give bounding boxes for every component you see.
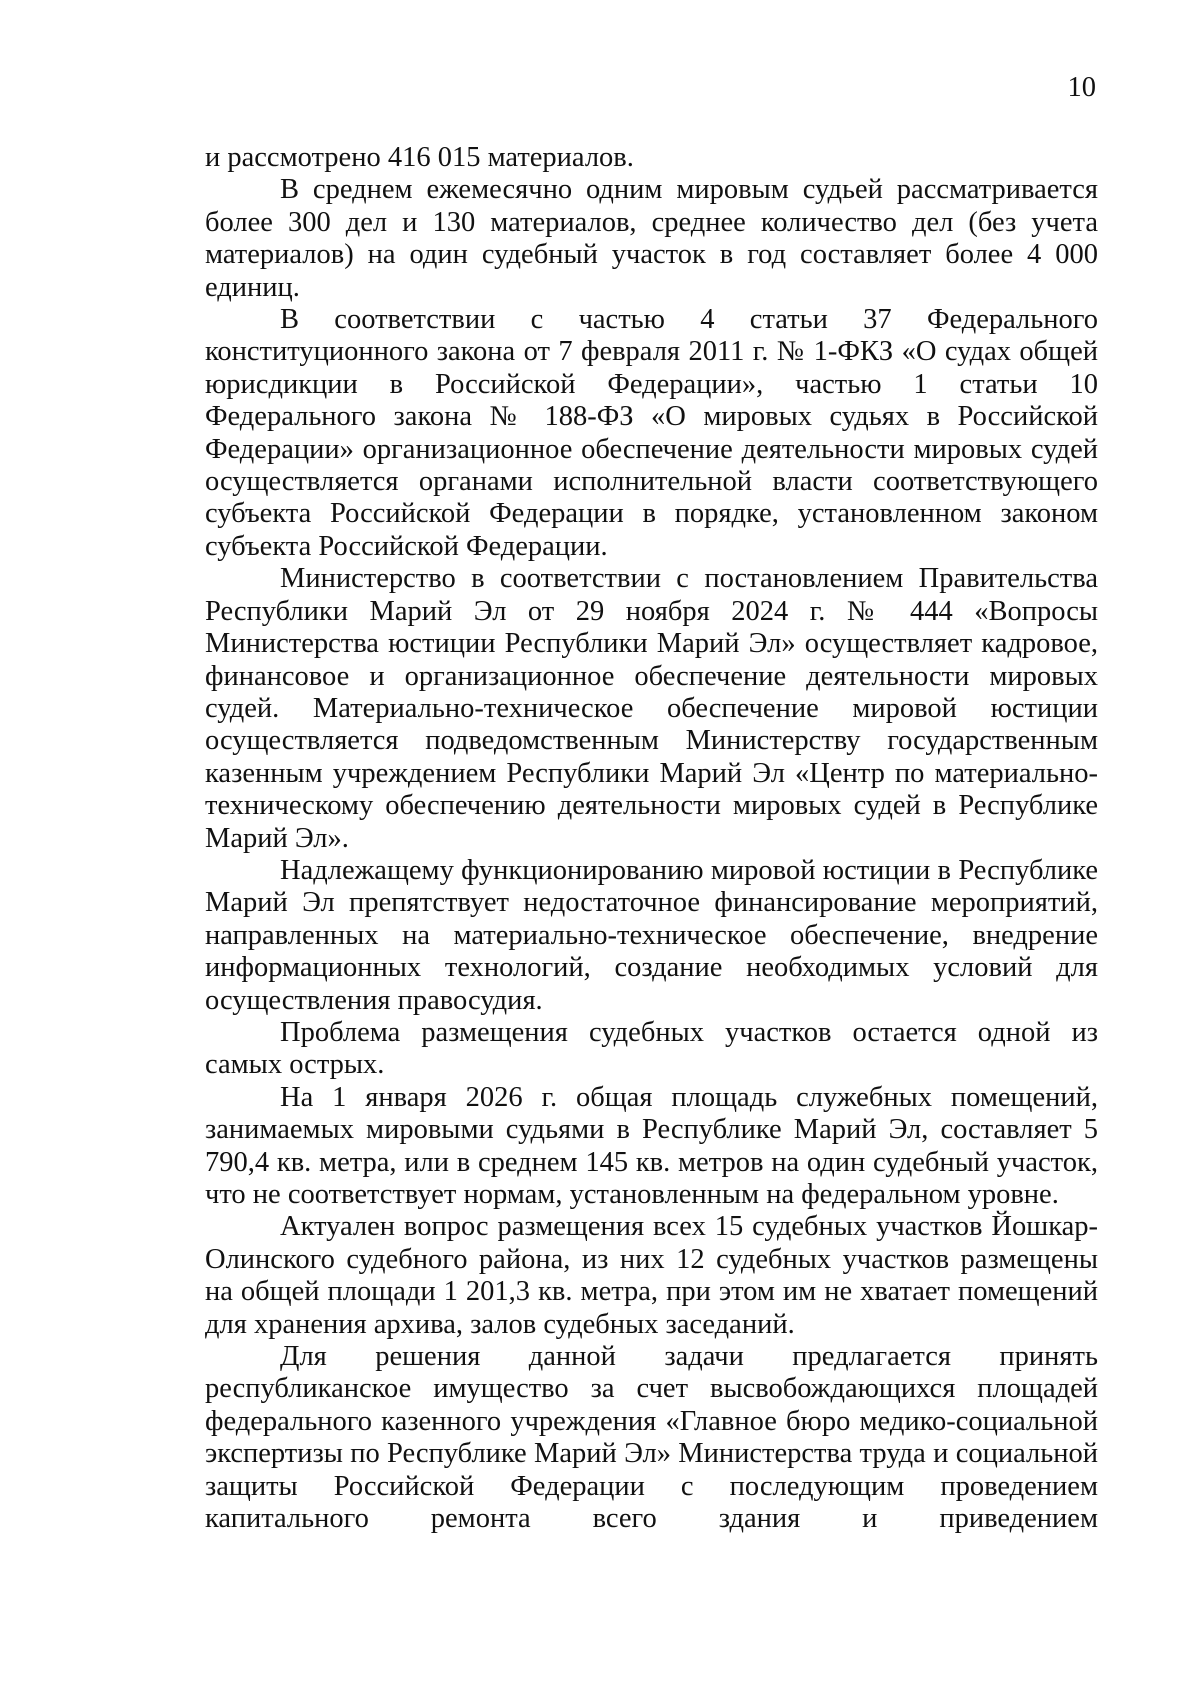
paragraph-placement-problem: Проблема размещения судебных участков остается одной из самых острых.	[205, 1016, 1098, 1081]
paragraph-funding-problem: Надлежащему функционированию мировой юстиции в Республике Марий Эл препятствует недостаточное финансирование мероприятий, направленных на материально-техническое обеспечение, внедрение информационных технологий, создание необходимых условий для осуществления правосудия.	[205, 854, 1098, 1016]
paragraph-legal-basis: В соответствии с частью 4 статьи 37 Федерального конституционного закона от 7 февраля 2011 г. № 1-ФКЗ «О судах общей юрисдикции в Российской Федерации», частью 1 статьи 10 Федерального закона № 188-ФЗ «О мировых судьях в Российской Федерации» организационное обеспечение деятельности мировых судей осуществляется органами исполнительной власти соответствующего субъекта Российской Федерации в порядке, установленном законом субъекта Российской Федерации.	[205, 304, 1098, 562]
paragraph-proposed-solution: Для решения данной задачи предлагается принять республиканское имущество за счет высвобождающихся площадей федерального казенного учреждения «Главное бюро медико-социальной экспертизы по Республике Марий Эл» Министерства труда и социальной защиты Российской Федерации с последующим проведением капитального ремонта всего здания и приведением	[205, 1341, 1098, 1535]
page-number: 10	[1067, 72, 1096, 103]
document-body	[205, 142, 1098, 1535]
paragraph-ministry-role: Министерство в соответствии с постановлением Правительства Республики Марий Эл от 29 ноября 2024 г. № 444 «Вопросы Министерства юстиции Республики Марий Эл» осуществляет кадровое, финансовое и организационное обеспечение деятельности мировых судей. Материально-техническое обеспечение мировой юстиции осуществляется подведомственным Министерству государственным казенным учреждением Республики Марий Эл «Центр по материально-техническому обеспечению деятельности мировых судей в Республике Марий Эл».	[205, 563, 1098, 854]
paragraph-continuation: и рассмотрено 416 015 материалов.	[205, 142, 634, 173]
paragraph-office-area: На 1 января 2026 г. общая площадь служебных помещений, занимаемых мировыми судьями в Республике Марий Эл, составляет 5 790,4 кв. метра, или в среднем 145 кв. метров на один судебный участок, что не соответствует нормам, установленным на федеральном уровне.	[205, 1081, 1098, 1210]
paragraph-case-load: В среднем ежемесячно одним мировым судьей рассматривается более 300 дел и 130 материалов, среднее количество дел (без учета материалов) на один судебный участок в год составляет более 4 000 единиц.	[205, 174, 1098, 303]
paragraph-yoshkar-ola-district: Актуален вопрос размещения всех 15 судебных участков Йошкар-Олинского судебного района, из них 12 судебных участков размещены на общей площади 1 201,3 кв. метра, при этом им не хватает помещений для хранения архива, залов судебных заседаний.	[205, 1211, 1098, 1340]
